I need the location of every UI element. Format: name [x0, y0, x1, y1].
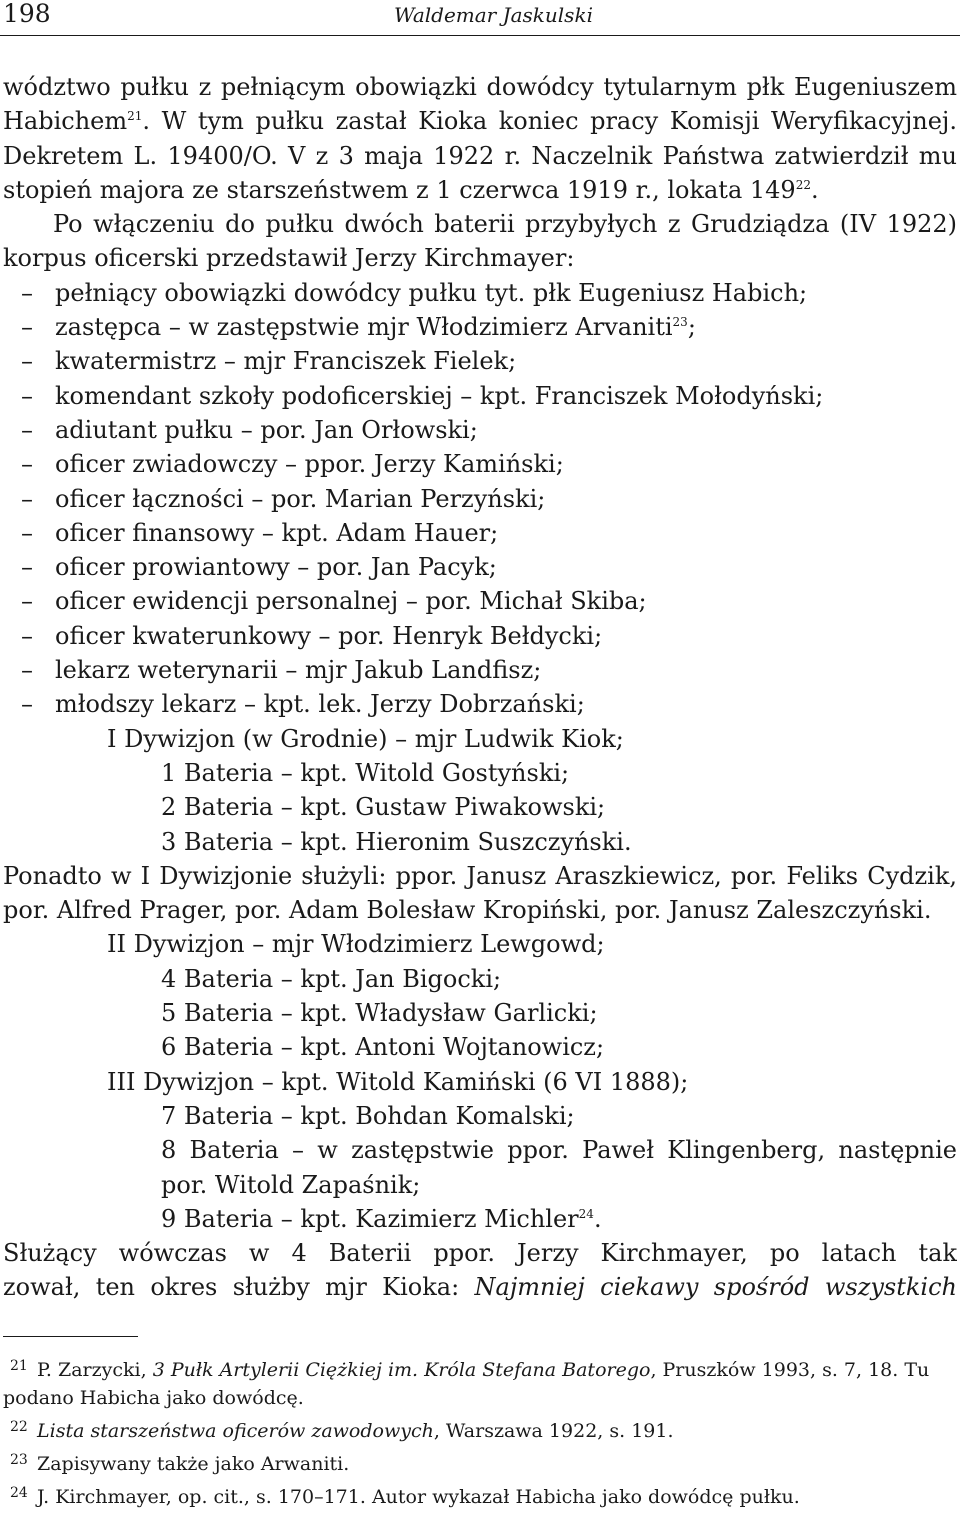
list-item: – adiutant pułku – por. Jan Orłowski;	[21, 415, 478, 444]
footnote-number: 23	[10, 1452, 28, 1468]
battery-line: 3 Bateria – kpt. Hieronim Suszczyński.	[161, 827, 632, 856]
footnote-rule	[3, 1336, 138, 1337]
text-line: por. Alfred Prager, por. Adam Bolesław Kropiński, por. Janusz Zaleszczyński.	[3, 896, 932, 925]
division-line: II Dywizjon – mjr Włodzimierz Lewgowd;	[107, 930, 605, 959]
battery-line: por. Witold Zapaśnik;	[161, 1170, 421, 1199]
text-line: wództwo pułku z pełniącym obowiązki dowódcy tytularnym płk Eugeniuszem	[3, 73, 957, 101]
list-item: – oficer finansowy – kpt. Adam Hauer;	[21, 518, 499, 547]
page-header	[0, 0, 960, 36]
text-line: stopień majora ze starszeństwem z 1 czerwca 1919 r., lokata $149^{22}$.	[3, 175, 819, 204]
footnote-23: 23 Zapisywany także jako Arwaniti.	[3, 1450, 957, 1478]
list-item: – lekarz weterynarii – mjr Jakub Landfisz;	[21, 656, 542, 685]
battery-line: 2 Bateria – kpt. Gustaw Piwakowski;	[161, 793, 606, 822]
footnotes	[3, 1356, 957, 1516]
text-line: Po włączeniu do pułku dwóch baterii przybyłych z Grudziądza (IV 1922)	[53, 210, 957, 239]
text-line: Dekretem L. 19400/O. V z 3 maja 1922 r. Naczelnik Państwa zatwierdził mu	[3, 141, 957, 170]
division-line: I Dywizjon (w Grodnie) – mjr Ludwik Kiok;	[107, 724, 624, 753]
text-line: zował, ten okres służby mjr Kioka: Najmniej ciekawy spośród wszystkich	[3, 1273, 957, 1302]
footnote-ref-24: 24	[578, 1206, 594, 1221]
text-line: korpus oficerski przedstawił Jerzy Kirchmayer:	[3, 244, 575, 273]
footnote-number: 24	[10, 1485, 28, 1501]
running-head: Waldemar Jaskulski	[394, 3, 593, 27]
footnote-ref-21: 21	[127, 109, 143, 124]
division-line: III Dywizjon – kpt. Witold Kamiński (6 VI 1888);	[107, 1067, 689, 1096]
list-item: – oficer ewidencji personalnej – por. Michał Skiba;	[21, 587, 647, 616]
list-item: – kwatermistrz – mjr Franciszek Fielek;	[21, 347, 517, 376]
footnote-number: 21	[10, 1358, 28, 1374]
text-line: Ponadto w I Dywizjonie służyli: ppor. Janusz Araszkiewicz, por. Feliks Cydzik,	[3, 861, 957, 890]
battery-line: 9 Bateria – kpt. Kazimierz Michler$^{24}$.	[161, 1204, 602, 1233]
battery-line: 5 Bateria – kpt. Władysław Garlicki;	[161, 999, 598, 1028]
battery-line: 1 Bateria – kpt. Witold Gostyński;	[161, 758, 570, 787]
main-text	[3, 70, 957, 1305]
footnote-ref-22: 22	[795, 177, 811, 192]
battery-line: 7 Bateria – kpt. Bohdan Komalski;	[161, 1101, 575, 1130]
list-item: – oficer kwaterunkowy – por. Henryk Bełdycki;	[21, 621, 603, 650]
footnote-number: 22	[10, 1419, 28, 1435]
list-item: – młodszy lekarz – kpt. lek. Jerzy Dobrzański;	[21, 690, 585, 719]
list-item: – pełniący obowiązki dowódcy pułku tyt. płk Eugeniusz Habich;	[21, 278, 808, 307]
text-line: Habichem$^{21}$. W tym pułku zastał Kioka koniec pracy Komisji Weryfikacyjnej.	[3, 107, 957, 136]
list-item: – oficer prowiantowy – por. Jan Pacyk;	[21, 553, 497, 582]
list-item: – oficer zwiadowczy – ppor. Jerzy Kamiński;	[21, 450, 564, 479]
battery-line: 6 Bateria – kpt. Antoni Wojtanowicz;	[161, 1033, 605, 1062]
footnote-24: 24 J. Kirchmayer, op. cit., s. 170–171. Autor wykazał Habicha jako dowódcę pułku.	[3, 1483, 957, 1511]
footnote-ref-23: 23	[672, 315, 688, 330]
header-rule	[0, 35, 960, 36]
page-number: 198	[3, 0, 51, 28]
list-item: – zastępca – w zastępstwie mjr Włodzimierz Arvaniti$^{23}$;	[21, 313, 696, 342]
list-item: – oficer łączności – por. Marian Perzyński;	[21, 484, 546, 513]
battery-line: 8 Bateria – w zastępstwie ppor. Paweł Klingenberg, następnie	[161, 1136, 957, 1165]
footnote-21: 21 P. Zarzycki, 3 Pułk Artylerii Ciężkiej im. Króla Stefana Batorego, Pruszków 1993, s. 7, 18. Tu podano Habicha jako dowódcę.	[3, 1356, 957, 1412]
list-item: – komendant szkoły podoficerskiej – kpt. Franciszek Mołodyński;	[21, 381, 824, 410]
footnote-22: 22 Lista starszeństwa oficerów zawodowych, Warszawa 1922, s. 191.	[3, 1417, 957, 1445]
battery-line: 4 Bateria – kpt. Jan Bigocki;	[161, 964, 502, 993]
text-line: Służący wówczas w 4 Baterii ppor. Jerzy Kirchmayer, po latach tak	[3, 1239, 957, 1268]
